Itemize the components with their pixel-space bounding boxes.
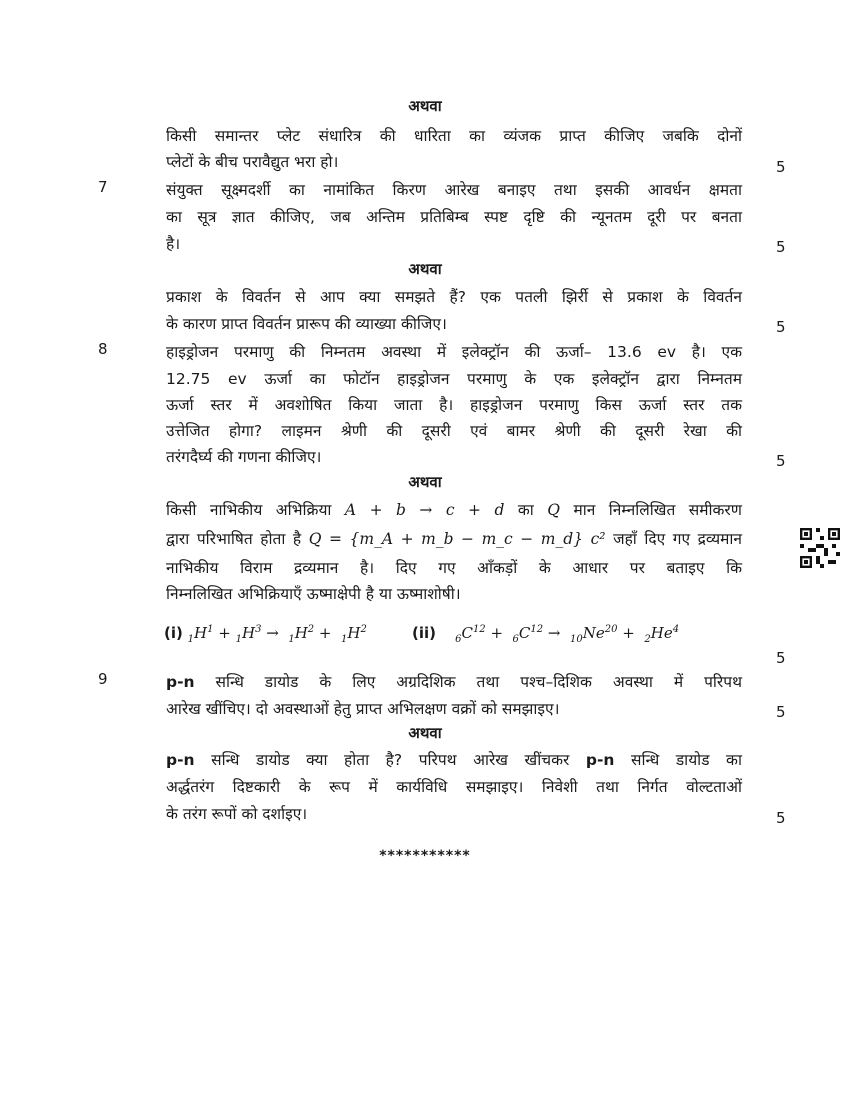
q8-line-4: उत्तेजित होगा? लाइमन श्रेणी की दूसरी एवं बामर श्रेणी की दूसरी रेखा की — [166, 422, 742, 440]
end-marker: *********** — [379, 848, 471, 864]
q8-or-heading: अथवा — [408, 473, 442, 491]
q6-or-heading: अथवा — [408, 97, 442, 115]
q6-or-line-2: प्लेटों के बीच परावैद्युत भरा हो। — [166, 153, 339, 171]
reaction-ii: (ii) $_6C^{12} + _6C^{12} \to _{10}Ne^{20} + _2He^4$ — [412, 624, 680, 645]
reaction-ii-label: (ii) — [412, 624, 436, 642]
q8-line-3: ऊर्जा स्तर में अवशोषित किया जाता है। हाइड्रोजन परमाणु किस ऊर्जा स्तर तक — [166, 396, 742, 414]
q-value-equation: Q = {m_A + m_b − m_c − m_d} c² — [308, 530, 606, 548]
q8-or-line-1 — [166, 498, 742, 520]
q7-or-line-2: के कारण प्राप्त विवर्तन प्रारूप की व्याख्या कीजिए। — [166, 315, 447, 333]
pn-label: p-n — [166, 751, 195, 769]
reaction-i: (i) $_1H^1 + _1H^3 \to _1H^2 + _1H^2$ — [164, 624, 367, 645]
q8-line-2: 12.75 ev ऊर्जा का फोटॉन हाइड्रोजन परमाणु के एक इलेक्ट्रॉन द्वारा निम्नतम — [166, 370, 742, 388]
q9-number: 9 — [98, 670, 108, 688]
q8-or-line-3: नाभिकीय विराम द्रव्यमान है। दिए गए आँकड़ों के आधार पर बताइए कि — [166, 559, 742, 577]
q9-or-marks: 5 — [776, 809, 786, 827]
q9-line-1 — [166, 670, 742, 692]
q8-or-marks: 5 — [776, 649, 786, 667]
q-symbol: Q — [547, 501, 560, 519]
qr-code — [800, 528, 840, 568]
q9-or-heading: अथवा — [408, 724, 442, 742]
q8-or-line-2 — [166, 527, 742, 549]
q9-or-line-2: अर्द्धतरंग दिष्टकारी के रूप में कार्यविधि समझाइए। निवेशी तथा निर्गत वोल्टताओं — [166, 778, 742, 796]
pn-label: p-n — [585, 751, 615, 769]
q7-or-heading: अथवा — [408, 260, 442, 278]
q9-text: सन्धि डायोड के लिए अग्रदिशिक तथा पश्च–दिशिक अवस्था में परिपथ — [215, 673, 742, 691]
q8-or-text: मान निम्नलिखित समीकरण — [573, 501, 742, 519]
q7-line-3: है। — [166, 235, 181, 253]
pn-label: p-n — [166, 673, 195, 691]
q6-or-line-1: किसी समान्तर प्लेट संधारित्र की धारिता का व्यंजक प्राप्त कीजिए जबकि दोनों — [166, 127, 742, 145]
q7-or-marks: 5 — [776, 318, 786, 336]
q8-number: 8 — [98, 340, 108, 358]
q9-or-line-1 — [166, 748, 742, 770]
q7-line-1: संयुक्त सूक्ष्मदर्शी का नामांकित किरण आरेख बनाइए तथा इसकी आवर्धन क्षमता — [166, 181, 742, 199]
q8-or-line-4: निम्नलिखित अभिक्रियाएँ ऊष्माक्षेपी है या ऊष्माशोषी। — [166, 585, 461, 603]
reaction-equation: A + b → c + d — [344, 501, 505, 519]
q9-or-text: सन्धि डायोड क्या होता है? परिपथ आरेख खींचकर — [211, 751, 570, 769]
reaction-i-label: (i) — [164, 624, 183, 642]
q8-line-5: तरंगदैर्घ्य की गणना कीजिए। — [166, 448, 322, 466]
q9-or-line-3: के तरंग रूपों को दर्शाइए। — [166, 805, 308, 823]
q8-marks: 5 — [776, 452, 786, 470]
q7-number: 7 — [98, 178, 108, 196]
q7-or-line-1: प्रकाश के विवर्तन से आप क्या समझते हैं? एक पतली झिर्री से प्रकाश के विवर्तन — [166, 288, 742, 306]
q9-marks: 5 — [776, 703, 786, 721]
q7-line-2: का सूत्र ज्ञात कीजिए, जब अन्तिम प्रतिबिम्ब स्पष्ट दृष्टि की न्यूनतम दूरी पर बनता — [166, 208, 742, 226]
q9-or-text: सन्धि डायोड का — [631, 751, 742, 769]
q6-or-marks: 5 — [776, 158, 786, 176]
q8-or-text: जहाँ दिए गए द्रव्यमान — [613, 530, 742, 548]
q9-line-2: आरेख खींचिए। दो अवस्थाओं हेतु प्राप्त अभिलक्षण वक्रों को समझाइए। — [166, 700, 560, 718]
q8-or-text: का — [517, 501, 534, 519]
q7-marks: 5 — [776, 238, 786, 256]
q8-line-1: हाइड्रोजन परमाणु की निम्नतम अवस्था में इलेक्ट्रॉन की ऊर्जा– 13.6 ev है। एक — [166, 343, 742, 361]
q8-or-text: द्वारा परिभाषित होता है — [166, 530, 302, 548]
q8-or-text: किसी नाभिकीय अभिक्रिया — [166, 501, 332, 519]
